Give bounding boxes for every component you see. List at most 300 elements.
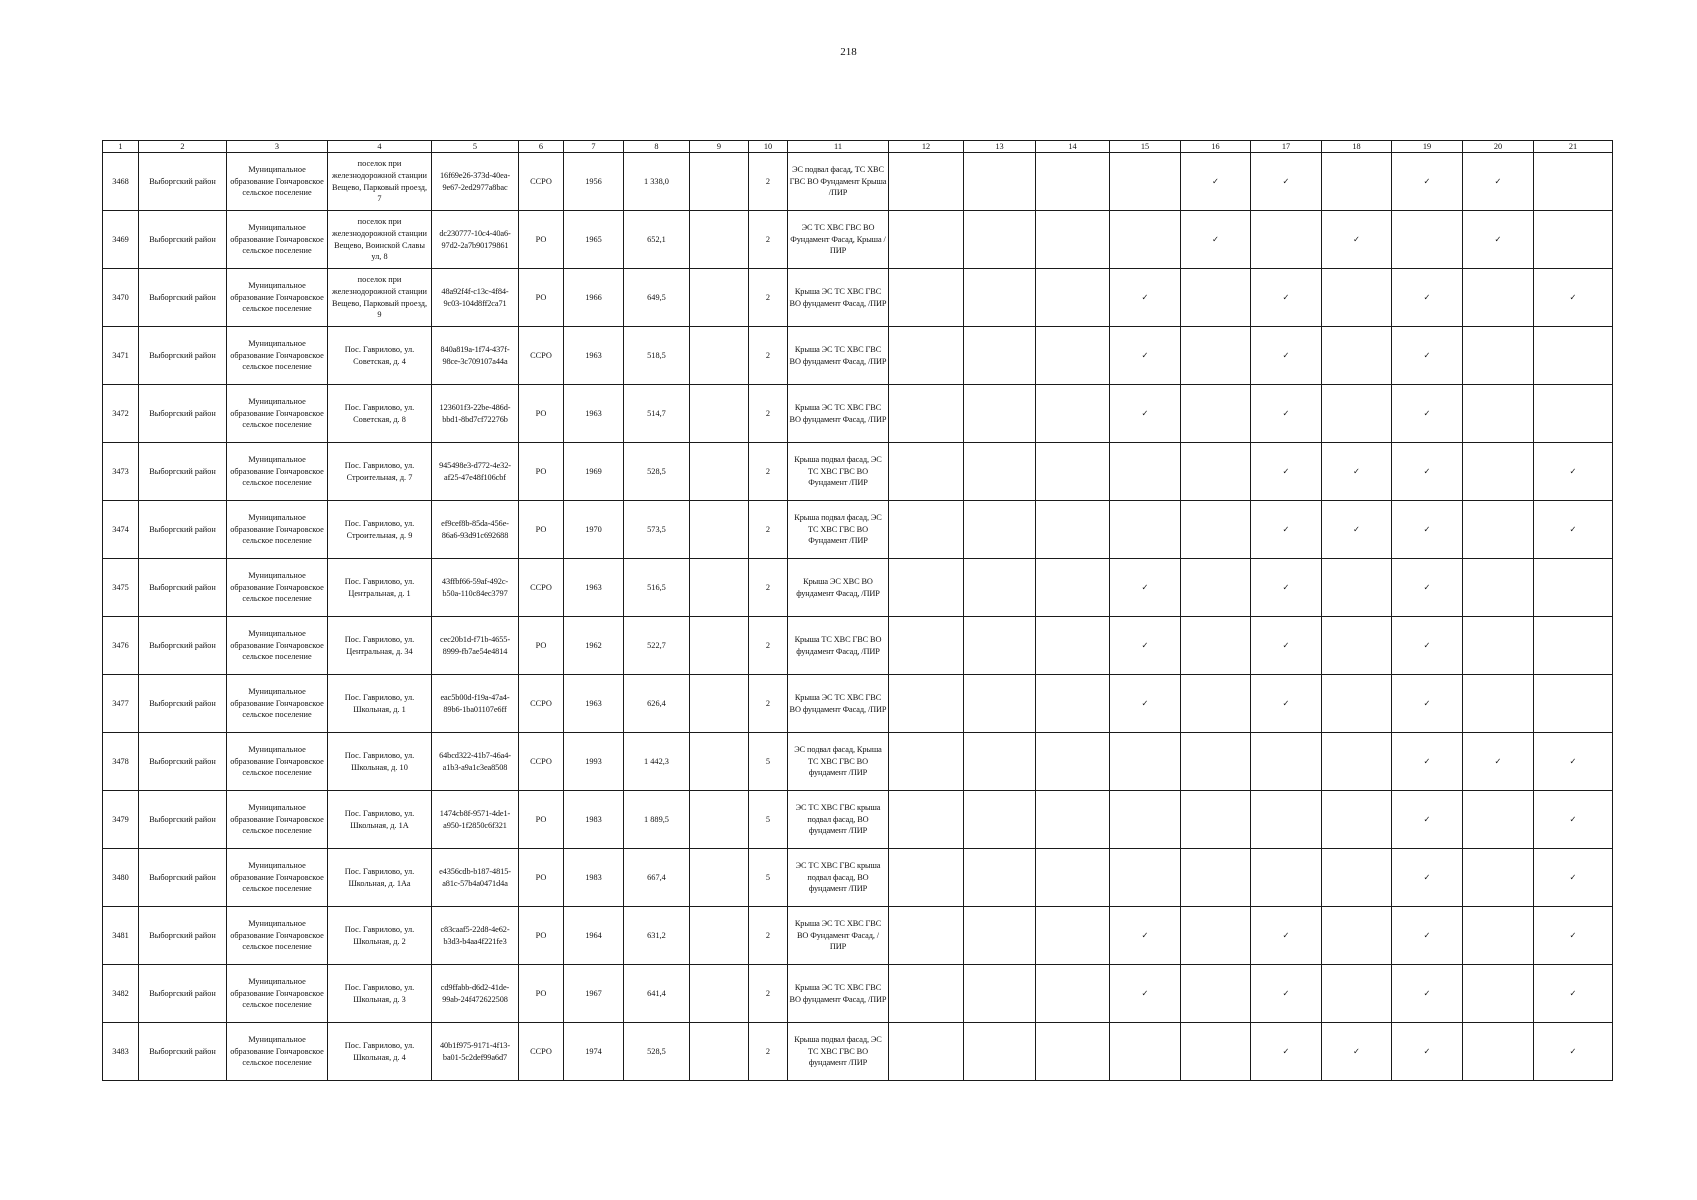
- empty-cell-col-14: [1036, 153, 1110, 211]
- empty-cell-col-20: [1463, 675, 1534, 733]
- table-row: [103, 791, 1613, 849]
- works-cell: Крыша ЭС ТС ХВС ГВС ВО фундамент Фасад, /ПИР: [788, 675, 889, 733]
- row-number: 3479: [103, 791, 139, 849]
- column-header-2: 2: [139, 141, 227, 153]
- check-mark-col-20: ✓: [1463, 153, 1534, 211]
- type-cell: РО: [519, 617, 564, 675]
- empty-cell-col-16: [1181, 501, 1251, 559]
- check-mark-col-19: ✓: [1392, 617, 1463, 675]
- works-cell: Крыша ЭС ТС ХВС ГВС ВО фундамент Фасад, /ПИР: [788, 385, 889, 443]
- column-header-12: 12: [889, 141, 964, 153]
- municipality-cell: Муниципальное образование Гончаровское сельское поселение: [227, 443, 328, 501]
- type-cell: РО: [519, 791, 564, 849]
- address-cell: Пос. Гаврилово, ул. Школьная, д. 1А: [328, 791, 432, 849]
- district-cell: Выборгский район: [139, 327, 227, 385]
- col9-cell: [690, 327, 749, 385]
- year-cell: 1983: [564, 791, 624, 849]
- page-number: 218: [840, 46, 857, 58]
- check-mark-col-20: ✓: [1463, 211, 1534, 269]
- guid-cell: c83caaf5-22d8-4e62-b3d3-b4aa4f221fe3: [432, 907, 519, 965]
- empty-cell-col-12: [889, 617, 964, 675]
- empty-cell-col-17: [1251, 791, 1322, 849]
- row-number: 3477: [103, 675, 139, 733]
- table-row: [103, 559, 1613, 617]
- empty-cell-col-20: [1463, 559, 1534, 617]
- address-cell: Пос. Гаврилово, ул. Центральная, д. 34: [328, 617, 432, 675]
- empty-cell-col-12: [889, 559, 964, 617]
- check-mark-col-17: ✓: [1251, 269, 1322, 327]
- year-cell: 1970: [564, 501, 624, 559]
- empty-cell-col-14: [1036, 965, 1110, 1023]
- column-header-16: 16: [1181, 141, 1251, 153]
- type-cell: ССРО: [519, 327, 564, 385]
- empty-cell-col-18: [1322, 153, 1392, 211]
- col9-cell: [690, 907, 749, 965]
- empty-cell-col-12: [889, 327, 964, 385]
- check-mark-col-19: ✓: [1392, 443, 1463, 501]
- works-cell: Крыша подвал фасад, ЭС ТС ХВС ГВС ВО фундамент /ПИР: [788, 1023, 889, 1081]
- check-mark-col-17: ✓: [1251, 443, 1322, 501]
- address-cell: Пос. Гаврилово, ул. Школьная, д. 4: [328, 1023, 432, 1081]
- works-cell: Крыша ЭС ХВС ВО фундамент Фасад, /ПИР: [788, 559, 889, 617]
- col9-cell: [690, 443, 749, 501]
- year-cell: 1967: [564, 965, 624, 1023]
- empty-cell-col-16: [1181, 675, 1251, 733]
- column-header-20: 20: [1463, 141, 1534, 153]
- check-mark-col-20: ✓: [1463, 733, 1534, 791]
- type-cell: ССРО: [519, 733, 564, 791]
- column-header-6: 6: [519, 141, 564, 153]
- empty-cell-col-15: [1110, 153, 1181, 211]
- municipality-cell: Муниципальное образование Гончаровское сельское поселение: [227, 907, 328, 965]
- empty-cell-col-14: [1036, 269, 1110, 327]
- check-mark-col-21: ✓: [1534, 791, 1613, 849]
- col10-cell: 2: [749, 617, 788, 675]
- row-number: 3481: [103, 907, 139, 965]
- address-cell: Пос. Гаврилово, ул. Строительная, д. 9: [328, 501, 432, 559]
- col10-cell: 2: [749, 675, 788, 733]
- col10-cell: 2: [749, 501, 788, 559]
- empty-cell-col-13: [964, 501, 1036, 559]
- row-number: 3473: [103, 443, 139, 501]
- empty-cell-col-16: [1181, 733, 1251, 791]
- empty-cell-col-21: [1534, 153, 1613, 211]
- empty-cell-col-14: [1036, 907, 1110, 965]
- area-cell: 522,7: [624, 617, 690, 675]
- type-cell: ССРО: [519, 1023, 564, 1081]
- row-number: 3482: [103, 965, 139, 1023]
- check-mark-col-15: ✓: [1110, 617, 1181, 675]
- district-cell: Выборгский район: [139, 849, 227, 907]
- municipality-cell: Муниципальное образование Гончаровское сельское поселение: [227, 327, 328, 385]
- check-mark-col-15: ✓: [1110, 965, 1181, 1023]
- column-header-15: 15: [1110, 141, 1181, 153]
- check-mark-col-19: ✓: [1392, 327, 1463, 385]
- column-header-21: 21: [1534, 141, 1613, 153]
- type-cell: РО: [519, 501, 564, 559]
- empty-cell-col-13: [964, 675, 1036, 733]
- table-row: [103, 617, 1613, 675]
- municipality-cell: Муниципальное образование Гончаровское сельское поселение: [227, 559, 328, 617]
- check-mark-col-19: ✓: [1392, 501, 1463, 559]
- empty-cell-col-14: [1036, 559, 1110, 617]
- year-cell: 1963: [564, 385, 624, 443]
- empty-cell-col-16: [1181, 617, 1251, 675]
- works-cell: Крыша ТС ХВС ГВС ВО фундамент Фасад, /ПИР: [788, 617, 889, 675]
- address-cell: Пос. Гаврилово, ул. Советская, д. 8: [328, 385, 432, 443]
- district-cell: Выборгский район: [139, 501, 227, 559]
- empty-cell-col-15: [1110, 211, 1181, 269]
- empty-cell-col-14: [1036, 849, 1110, 907]
- address-cell: Пос. Гаврилово, ул. Школьная, д. 2: [328, 907, 432, 965]
- empty-cell-col-18: [1322, 675, 1392, 733]
- works-cell: ЭС ТС ХВС ГВС ВО Фундамент Фасад, Крыша /ПИР: [788, 211, 889, 269]
- area-cell: 626,4: [624, 675, 690, 733]
- empty-cell-col-17: [1251, 733, 1322, 791]
- column-header-14: 14: [1036, 141, 1110, 153]
- check-mark-col-21: ✓: [1534, 501, 1613, 559]
- year-cell: 1983: [564, 849, 624, 907]
- table-row: [103, 327, 1613, 385]
- table-row: [103, 907, 1613, 965]
- empty-cell-col-20: [1463, 849, 1534, 907]
- col10-cell: 2: [749, 327, 788, 385]
- column-header-3: 3: [227, 141, 328, 153]
- empty-cell-col-20: [1463, 1023, 1534, 1081]
- empty-cell-col-14: [1036, 733, 1110, 791]
- check-mark-col-17: ✓: [1251, 675, 1322, 733]
- works-cell: ЭС ТС ХВС ГВС крыша подвал фасад, ВО фундамент /ПИР: [788, 849, 889, 907]
- column-header-1: 1: [103, 141, 139, 153]
- works-cell: Крыша подвал фасад, ЭС ТС ХВС ГВС ВО Фундамент /ПИР: [788, 443, 889, 501]
- address-cell: Пос. Гаврилово, ул. Школьная, д. 10: [328, 733, 432, 791]
- guid-cell: dc230777-10c4-40a6-97d2-2a7b90179861: [432, 211, 519, 269]
- empty-cell-col-12: [889, 733, 964, 791]
- empty-cell-col-14: [1036, 385, 1110, 443]
- table-row: [103, 1023, 1613, 1081]
- area-cell: 649,5: [624, 269, 690, 327]
- type-cell: РО: [519, 211, 564, 269]
- empty-cell-col-16: [1181, 327, 1251, 385]
- empty-cell-col-12: [889, 211, 964, 269]
- empty-cell-col-13: [964, 965, 1036, 1023]
- empty-cell-col-16: [1181, 269, 1251, 327]
- guid-cell: 16f69e26-373d-40ea-9e67-2ed2977a8bac: [432, 153, 519, 211]
- empty-cell-col-18: [1322, 907, 1392, 965]
- check-mark-col-17: ✓: [1251, 617, 1322, 675]
- guid-cell: 43ffbf66-59af-492c-b50a-110c84ec3797: [432, 559, 519, 617]
- area-cell: 652,1: [624, 211, 690, 269]
- row-number: 3480: [103, 849, 139, 907]
- district-cell: Выборгский район: [139, 1023, 227, 1081]
- column-header-7: 7: [564, 141, 624, 153]
- empty-cell-col-13: [964, 327, 1036, 385]
- guid-cell: 840a819a-1f74-437f-98ce-3c709107a44a: [432, 327, 519, 385]
- municipality-cell: Муниципальное образование Гончаровское сельское поселение: [227, 385, 328, 443]
- check-mark-col-17: ✓: [1251, 907, 1322, 965]
- empty-cell-col-18: [1322, 965, 1392, 1023]
- year-cell: 1964: [564, 907, 624, 965]
- table-row: [103, 501, 1613, 559]
- year-cell: 1963: [564, 559, 624, 617]
- type-cell: ССРО: [519, 153, 564, 211]
- works-cell: ЭС ТС ХВС ГВС крыша подвал фасад, ВО фундамент /ПИР: [788, 791, 889, 849]
- check-mark-col-15: ✓: [1110, 385, 1181, 443]
- check-mark-col-15: ✓: [1110, 269, 1181, 327]
- empty-cell-col-21: [1534, 559, 1613, 617]
- check-mark-col-21: ✓: [1534, 965, 1613, 1023]
- area-cell: 1 442,3: [624, 733, 690, 791]
- guid-cell: e4356cdb-b187-4815-a81c-57b4a0471d4a: [432, 849, 519, 907]
- empty-cell-col-16: [1181, 443, 1251, 501]
- empty-cell-col-18: [1322, 791, 1392, 849]
- empty-cell-col-20: [1463, 791, 1534, 849]
- municipality-cell: Муниципальное образование Гончаровское сельское поселение: [227, 153, 328, 211]
- col9-cell: [690, 153, 749, 211]
- check-mark-col-19: ✓: [1392, 849, 1463, 907]
- check-mark-col-15: ✓: [1110, 675, 1181, 733]
- check-mark-col-17: ✓: [1251, 965, 1322, 1023]
- empty-cell-col-14: [1036, 675, 1110, 733]
- check-mark-col-21: ✓: [1534, 849, 1613, 907]
- type-cell: ССРО: [519, 559, 564, 617]
- col10-cell: 5: [749, 849, 788, 907]
- table-row: [103, 153, 1613, 211]
- municipality-cell: Муниципальное образование Гончаровское сельское поселение: [227, 965, 328, 1023]
- check-mark-col-15: ✓: [1110, 907, 1181, 965]
- row-number: 3476: [103, 617, 139, 675]
- empty-cell-col-12: [889, 791, 964, 849]
- column-header-11: 11: [788, 141, 889, 153]
- check-mark-col-17: ✓: [1251, 385, 1322, 443]
- table-body: [103, 153, 1613, 1081]
- empty-cell-col-20: [1463, 385, 1534, 443]
- check-mark-col-18: ✓: [1322, 443, 1392, 501]
- area-cell: 573,5: [624, 501, 690, 559]
- municipality-cell: Муниципальное образование Гончаровское сельское поселение: [227, 675, 328, 733]
- check-mark-col-21: ✓: [1534, 269, 1613, 327]
- empty-cell-col-21: [1534, 385, 1613, 443]
- check-mark-col-18: ✓: [1322, 211, 1392, 269]
- works-cell: Крыша подвал фасад, ЭС ТС ХВС ГВС ВО Фундамент /ПИР: [788, 501, 889, 559]
- table-row: [103, 965, 1613, 1023]
- type-cell: ССРО: [519, 675, 564, 733]
- check-mark-col-19: ✓: [1392, 675, 1463, 733]
- col10-cell: 2: [749, 211, 788, 269]
- empty-cell-col-16: [1181, 1023, 1251, 1081]
- district-cell: Выборгский район: [139, 675, 227, 733]
- col10-cell: 2: [749, 965, 788, 1023]
- empty-cell-col-13: [964, 1023, 1036, 1081]
- col10-cell: 2: [749, 443, 788, 501]
- col10-cell: 2: [749, 559, 788, 617]
- empty-cell-col-13: [964, 269, 1036, 327]
- works-cell: Крыша ЭС ТС ХВС ГВС ВО фундамент Фасад, /ПИР: [788, 327, 889, 385]
- check-mark-col-18: ✓: [1322, 1023, 1392, 1081]
- col9-cell: [690, 385, 749, 443]
- year-cell: 1993: [564, 733, 624, 791]
- empty-cell-col-15: [1110, 791, 1181, 849]
- area-cell: 1 889,5: [624, 791, 690, 849]
- column-header-13: 13: [964, 141, 1036, 153]
- column-header-5: 5: [432, 141, 519, 153]
- type-cell: РО: [519, 849, 564, 907]
- municipality-cell: Муниципальное образование Гончаровское сельское поселение: [227, 1023, 328, 1081]
- empty-cell-col-13: [964, 153, 1036, 211]
- year-cell: 1962: [564, 617, 624, 675]
- type-cell: РО: [519, 269, 564, 327]
- col10-cell: 2: [749, 385, 788, 443]
- check-mark-col-21: ✓: [1534, 443, 1613, 501]
- row-number: 3469: [103, 211, 139, 269]
- column-header-17: 17: [1251, 141, 1322, 153]
- empty-cell-col-13: [964, 385, 1036, 443]
- row-number: 3471: [103, 327, 139, 385]
- municipality-cell: Муниципальное образование Гончаровское сельское поселение: [227, 211, 328, 269]
- col9-cell: [690, 791, 749, 849]
- check-mark-col-19: ✓: [1392, 153, 1463, 211]
- check-mark-col-17: ✓: [1251, 327, 1322, 385]
- empty-cell-col-21: [1534, 675, 1613, 733]
- empty-cell-col-18: [1322, 327, 1392, 385]
- guid-cell: 945498e3-d772-4e32-af25-47e48f106cbf: [432, 443, 519, 501]
- empty-cell-col-18: [1322, 849, 1392, 907]
- check-mark-col-15: ✓: [1110, 559, 1181, 617]
- check-mark-col-17: ✓: [1251, 559, 1322, 617]
- col9-cell: [690, 269, 749, 327]
- empty-cell-col-15: [1110, 443, 1181, 501]
- empty-cell-col-21: [1534, 617, 1613, 675]
- works-cell: ЭС подвал фасад, Крыша ТС ХВС ГВС ВО фундамент /ПИР: [788, 733, 889, 791]
- check-mark-col-21: ✓: [1534, 733, 1613, 791]
- municipality-cell: Муниципальное образование Гончаровское сельское поселение: [227, 617, 328, 675]
- empty-cell-col-20: [1463, 501, 1534, 559]
- check-mark-col-19: ✓: [1392, 385, 1463, 443]
- works-cell: Крыша ЭС ТС ХВС ГВС ВО фундамент Фасад, /ПИР: [788, 269, 889, 327]
- empty-cell-col-12: [889, 153, 964, 211]
- empty-cell-col-13: [964, 443, 1036, 501]
- empty-cell-col-18: [1322, 617, 1392, 675]
- check-mark-col-17: ✓: [1251, 1023, 1322, 1081]
- row-number: 3475: [103, 559, 139, 617]
- area-cell: 518,5: [624, 327, 690, 385]
- municipality-cell: Муниципальное образование Гончаровское сельское поселение: [227, 501, 328, 559]
- type-cell: РО: [519, 385, 564, 443]
- empty-cell-col-14: [1036, 443, 1110, 501]
- table-row: [103, 443, 1613, 501]
- municipality-cell: Муниципальное образование Гончаровское сельское поселение: [227, 849, 328, 907]
- check-mark-col-17: ✓: [1251, 501, 1322, 559]
- check-mark-col-19: ✓: [1392, 733, 1463, 791]
- year-cell: 1963: [564, 327, 624, 385]
- guid-cell: 1474cb8f-9571-4de1-a950-1f2850c6f321: [432, 791, 519, 849]
- empty-cell-col-16: [1181, 849, 1251, 907]
- year-cell: 1956: [564, 153, 624, 211]
- area-cell: 528,5: [624, 443, 690, 501]
- year-cell: 1963: [564, 675, 624, 733]
- check-mark-col-21: ✓: [1534, 1023, 1613, 1081]
- col9-cell: [690, 617, 749, 675]
- check-mark-col-16: ✓: [1181, 211, 1251, 269]
- works-cell: Крыша ЭС ТС ХВС ГВС ВО Фундамент Фасад, /ПИР: [788, 907, 889, 965]
- check-mark-col-21: ✓: [1534, 907, 1613, 965]
- empty-cell-col-21: [1534, 211, 1613, 269]
- empty-cell-col-12: [889, 907, 964, 965]
- type-cell: РО: [519, 443, 564, 501]
- table-row: [103, 269, 1613, 327]
- empty-cell-col-12: [889, 965, 964, 1023]
- area-cell: 631,2: [624, 907, 690, 965]
- empty-cell-col-20: [1463, 269, 1534, 327]
- area-cell: 1 338,0: [624, 153, 690, 211]
- empty-cell-col-14: [1036, 501, 1110, 559]
- address-cell: Пос. Гаврилово, ул. Школьная, д. 3: [328, 965, 432, 1023]
- table-row: [103, 733, 1613, 791]
- district-cell: Выборгский район: [139, 965, 227, 1023]
- col10-cell: 2: [749, 153, 788, 211]
- row-number: 3470: [103, 269, 139, 327]
- table-row: [103, 385, 1613, 443]
- empty-cell-col-16: [1181, 559, 1251, 617]
- municipality-cell: Муниципальное образование Гончаровское сельское поселение: [227, 733, 328, 791]
- table-row: [103, 211, 1613, 269]
- empty-cell-col-16: [1181, 907, 1251, 965]
- district-cell: Выборгский район: [139, 559, 227, 617]
- district-cell: Выборгский район: [139, 153, 227, 211]
- address-cell: Пос. Гаврилово, ул. Центральная, д. 1: [328, 559, 432, 617]
- works-cell: ЭС подвал фасад, ТС ХВС ГВС ВО Фундамент Крыша /ПИР: [788, 153, 889, 211]
- col9-cell: [690, 965, 749, 1023]
- empty-cell-col-14: [1036, 211, 1110, 269]
- empty-cell-col-13: [964, 559, 1036, 617]
- district-cell: Выборгский район: [139, 385, 227, 443]
- empty-cell-col-16: [1181, 385, 1251, 443]
- col9-cell: [690, 501, 749, 559]
- check-mark-col-15: ✓: [1110, 327, 1181, 385]
- district-cell: Выборгский район: [139, 791, 227, 849]
- empty-cell-col-16: [1181, 791, 1251, 849]
- type-cell: РО: [519, 907, 564, 965]
- empty-cell-col-14: [1036, 617, 1110, 675]
- empty-cell-col-12: [889, 385, 964, 443]
- address-cell: Пос. Гаврилово, ул. Школьная, д. 1Аа: [328, 849, 432, 907]
- check-mark-col-19: ✓: [1392, 965, 1463, 1023]
- column-number-row: [103, 141, 1613, 153]
- row-number: 3483: [103, 1023, 139, 1081]
- empty-cell-col-14: [1036, 1023, 1110, 1081]
- district-cell: Выборгский район: [139, 733, 227, 791]
- check-mark-col-18: ✓: [1322, 501, 1392, 559]
- area-cell: 667,4: [624, 849, 690, 907]
- empty-cell-col-13: [964, 849, 1036, 907]
- empty-cell-col-12: [889, 443, 964, 501]
- guid-cell: ef9cef8b-85da-456e-86a6-93d91c692688: [432, 501, 519, 559]
- col9-cell: [690, 733, 749, 791]
- column-header-4: 4: [328, 141, 432, 153]
- guid-cell: eac5b00d-f19a-47a4-89b6-1ba01107e6ff: [432, 675, 519, 733]
- col9-cell: [690, 1023, 749, 1081]
- district-cell: Выборгский район: [139, 211, 227, 269]
- guid-cell: 123601f3-22be-486d-bbd1-8bd7cf72276b: [432, 385, 519, 443]
- area-cell: 516,5: [624, 559, 690, 617]
- district-cell: Выборгский район: [139, 907, 227, 965]
- row-number: 3472: [103, 385, 139, 443]
- check-mark-col-17: ✓: [1251, 153, 1322, 211]
- area-cell: 641,4: [624, 965, 690, 1023]
- empty-cell-col-14: [1036, 791, 1110, 849]
- col9-cell: [690, 211, 749, 269]
- empty-cell-col-13: [964, 907, 1036, 965]
